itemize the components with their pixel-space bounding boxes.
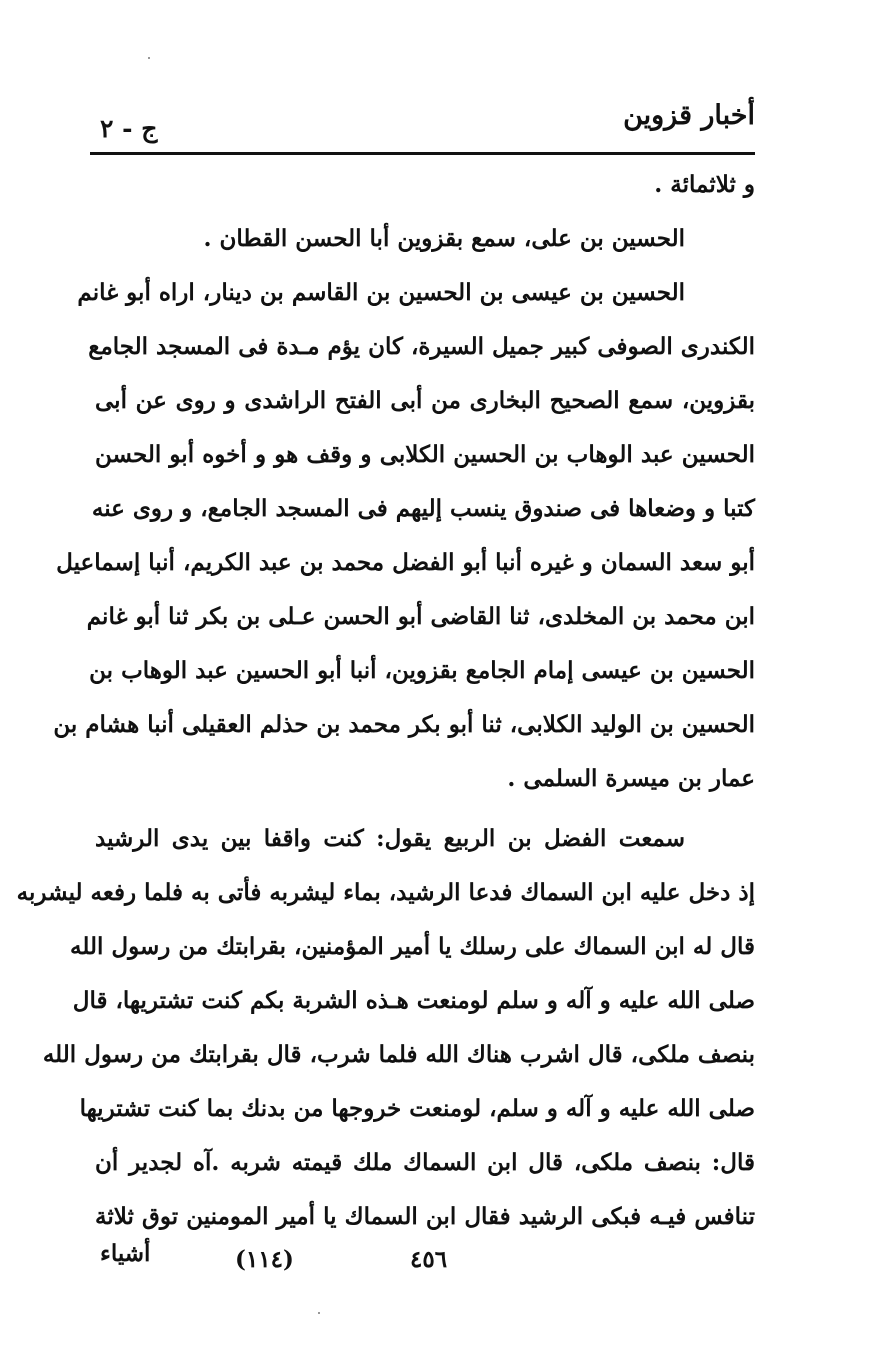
header-rule (90, 152, 755, 155)
text-line: إذ دخل عليه ابن السماك فدعا الرشيد، بماء ليشربه فأتى به فلما رفعه ليشربه (16, 879, 755, 906)
text-line: الحسين بن عيسى بن الحسين بن القاسم بن دينار، اراه أبو غانم (77, 279, 685, 306)
page-number: ٤٥٦ (410, 1246, 448, 1273)
text-line: الحسين بن عيسى إمام الجامع بقزوين، أنبا أبو الحسين عبد الوهاب بن (89, 657, 755, 684)
text-line: كتبا و وضعاها فى صندوق ينسب إليهم فى المسجد الجامع، و روى عنه (91, 495, 755, 522)
text-line: سمعت الفضل بن الربيع يقول: كنت واقفا بين يدى الرشيد (95, 825, 685, 852)
text-line: عمار بن ميسرة السلمى . (507, 765, 755, 792)
text-line: و ثلاثمائة . (654, 171, 755, 198)
text-line: ابن محمد بن المخلدى، ثنا القاضى أبو الحسن عـلى بن بكر ثنا أبو غانم (86, 603, 755, 630)
signature-mark: (١١٤) (235, 1246, 294, 1273)
text-line: الحسين بن على، سمع بقزوين أبا الحسن القطان . (203, 225, 685, 252)
scan-speck (148, 57, 150, 59)
body-text (16, 158, 755, 1244)
scan-speck (318, 1312, 320, 1314)
catchword: أشياء (100, 1240, 151, 1267)
text-line: صلى الله عليه و آله و سلم، لومنعت خروجها من بدنك بما كنت تشتريها (79, 1095, 755, 1122)
text-line: الكندرى الصوفى كبير جميل السيرة، كان يؤم مـدة فى المسجد الجامع (88, 333, 755, 360)
text-line: قال: بنصف ملكى، قال ابن السماك ملك قيمته شربه .آه لجدير أن (95, 1149, 755, 1176)
running-title: أخبار قزوين (623, 100, 755, 131)
text-line: أبو سعد السمان و غيره أنبا أبو الفضل محمد بن عبد الكريم، أنبا إسماعيل (56, 549, 755, 576)
text-line: بنصف ملكى، قال اشرب هناك الله فلما شرب، قال بقرابتك من رسول الله (42, 1041, 755, 1068)
page-footer (100, 1240, 755, 1290)
text-line: صلى الله عليه و آله و سلم لومنعت هـذه الشربة بكم كنت تشتريها، قال (72, 987, 755, 1014)
text-line: بقزوين، سمع الصحيح البخارى من أبى الفتح الراشدى و روى عن أبى (95, 387, 755, 414)
text-line: تنافس فيـه فبكى الرشيد فقال ابن السماك يا أمير المومنين توق ثلاثة (95, 1203, 755, 1230)
text-line: الحسين بن الوليد الكلابى، ثنا أبو بكر محمد بن حذلم العقيلى أنبا هشام بن (53, 711, 755, 738)
volume-label: ج - ٢ (100, 114, 158, 143)
text-line: قال له ابن السماك على رسلك يا أمير المؤمنين، بقرابتك من رسول الله (70, 933, 755, 960)
page-header (90, 100, 755, 152)
text-line: الحسين عبد الوهاب بن الحسين الكلابى و وقف هو و أخوه أبو الحسن (95, 441, 755, 468)
